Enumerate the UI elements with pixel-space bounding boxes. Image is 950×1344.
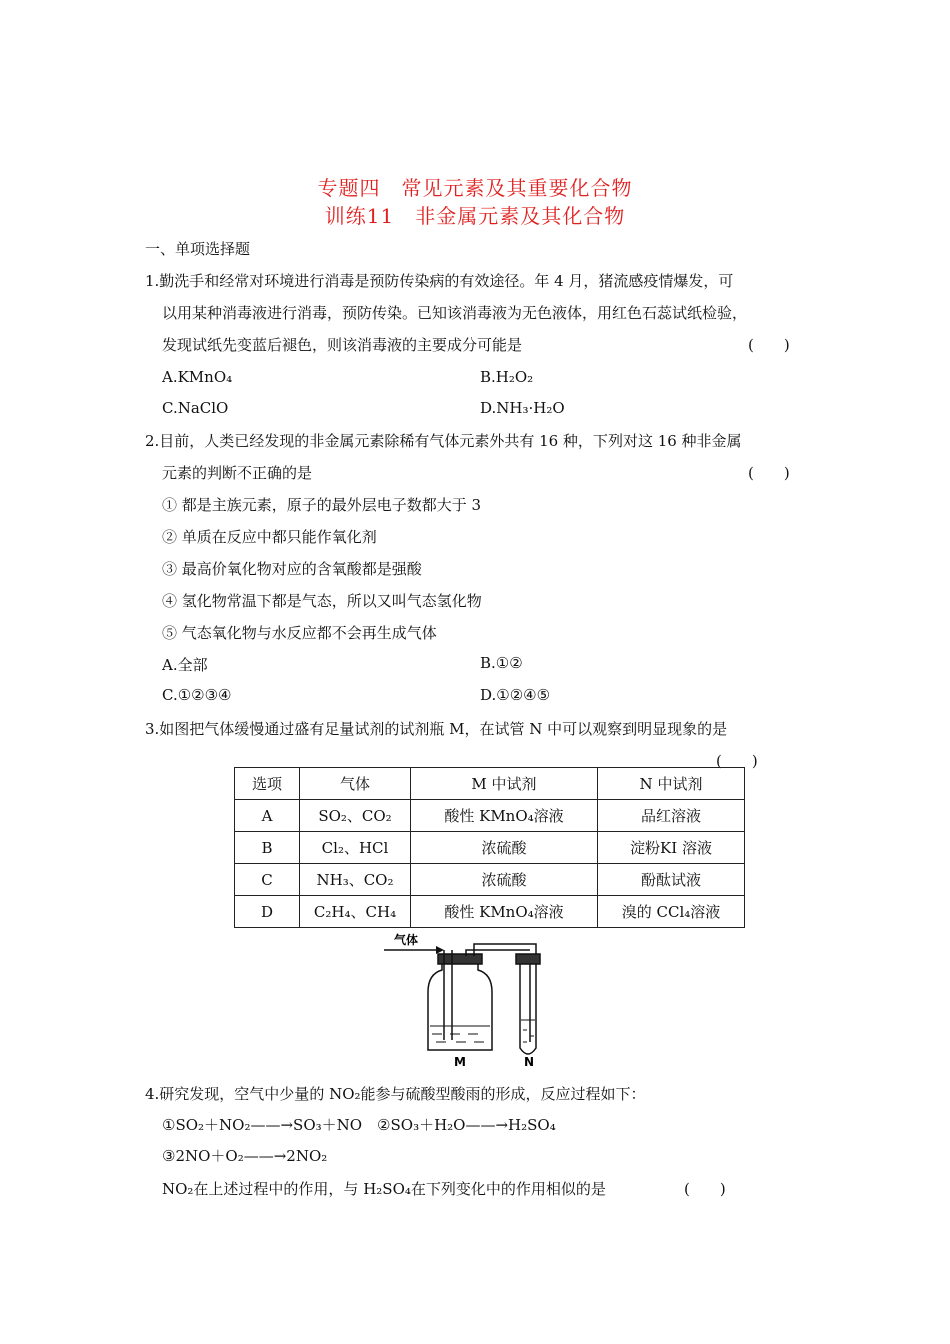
q1-option-c: C.NaClO xyxy=(162,399,229,417)
title-line-2: 训练11 非金属元素及其化合物 xyxy=(324,204,626,228)
q3-answer-paren: ( ) xyxy=(716,752,758,770)
table-header-cell: 气体 xyxy=(300,768,411,800)
q2-line-1: 2.目前，人类已经发现的非金属元素除稀有气体元素外共有 16 种，下列对这 16 种非金属 xyxy=(145,432,742,450)
q2-statement-4: ④ 氢化物常温下都是气态，所以又叫气态氢化物 xyxy=(162,592,482,610)
table-cell: D xyxy=(235,896,300,928)
table-cell: C₂H₄、CH₄ xyxy=(300,896,411,928)
table-cell: 酸性 KMnO₄溶液 xyxy=(411,896,598,928)
table-row xyxy=(235,896,745,928)
q1-option-d: D.NH₃·H₂O xyxy=(480,399,565,417)
q2-line-2: 元素的判断不正确的是 xyxy=(162,464,313,482)
table-cell: C xyxy=(235,864,300,896)
table-cell: 淀粉KI 溶液 xyxy=(598,832,745,864)
table-row xyxy=(235,864,745,896)
table-cell: SO₂、CO₂ xyxy=(300,800,411,832)
q3-line-1: 3.如图把气体缓慢通过盛有足量试剂的试剂瓶 M，在试管 N 中可以观察到明显现象的是 xyxy=(145,720,728,738)
q4-line-1: 4.研究发现，空气中少量的 NO₂能参与硫酸型酸雨的形成，反应过程如下： xyxy=(145,1085,646,1103)
reagent-bottle-m xyxy=(428,944,530,1050)
q2-option-c: C.①②③④ xyxy=(162,686,232,704)
table-cell: 品红溶液 xyxy=(598,800,745,832)
q1-option-a: A.KMnO₄ xyxy=(162,368,233,386)
q4-line-4: NO₂在上述过程中的作用，与 H₂SO₄在下列变化中的作用相似的是 xyxy=(162,1180,606,1198)
table-header-cell: N 中试剂 xyxy=(598,768,745,800)
q2-statement-2: ② 单质在反应中都只能作氧化剂 xyxy=(162,528,377,546)
q2-answer-paren: ( ) xyxy=(748,464,790,482)
table-cell: 浓硫酸 xyxy=(411,832,598,864)
q4-reaction-3: ③2NO＋O₂——→2NO₂ xyxy=(162,1147,328,1165)
q1-line-2: 以用某种消毒液进行消毒，预防传染。已知该消毒液为无色液体，用红色石蕊试纸检验， xyxy=(162,304,748,322)
reagent-table xyxy=(234,767,745,928)
gas-inlet-arrow xyxy=(384,946,444,954)
title-line-1: 专题四 常见元素及其重要化合物 xyxy=(317,176,633,200)
table-cell: 溴的 CCl₄溶液 xyxy=(598,896,745,928)
q1-line-1: 1.勤洗手和经常对环境进行消毒是预防传染病的有效途径。年 4 月，猪流感疫情爆发，可 xyxy=(145,272,734,290)
section-heading: 一、单项选择题 xyxy=(145,240,251,258)
table-header-cell: 选项 xyxy=(235,768,300,800)
figure-gas-label: 气体 xyxy=(394,933,419,947)
table-cell: 酚酞试液 xyxy=(598,864,745,896)
q2-statement-1: ① 都是主族元素，原子的最外层电子数都大于 3 xyxy=(162,496,482,514)
table-cell: Cl₂、HCl xyxy=(300,832,411,864)
q1-option-b: B.H₂O₂ xyxy=(480,368,534,386)
test-tube-n xyxy=(516,944,540,1054)
table-cell: 酸性 KMnO₄溶液 xyxy=(411,800,598,832)
table-header-row xyxy=(235,768,745,800)
table-cell: B xyxy=(235,832,300,864)
table-row xyxy=(235,800,745,832)
q2-statement-3: ③ 最高价氧化物对应的含氧酸都是强酸 xyxy=(162,560,422,578)
q1-line-3: 发现试纸先变蓝后褪色，则该消毒液的主要成分可能是 xyxy=(162,336,523,354)
table-header-cell: M 中试剂 xyxy=(411,768,598,800)
figure-label-n: N xyxy=(524,1055,535,1069)
q4-reaction-1-2: ①SO₂＋NO₂——→SO₃＋NO ②SO₃＋H₂O——→H₂SO₄ xyxy=(162,1116,556,1134)
q1-answer-paren: ( ) xyxy=(748,336,790,354)
q2-option-a: A.全部 xyxy=(162,656,208,674)
q2-statement-5: ⑤ 气态氧化物与水反应都不会再生成气体 xyxy=(162,624,437,642)
q2-option-b: B.①② xyxy=(480,654,523,672)
table-cell: A xyxy=(235,800,300,832)
q2-option-d: D.①②④⑤ xyxy=(480,686,551,704)
apparatus-figure xyxy=(380,930,580,1070)
q4-answer-paren: ( ) xyxy=(684,1180,726,1198)
table-row xyxy=(235,832,745,864)
table-cell: 浓硫酸 xyxy=(411,864,598,896)
figure-label-m: M xyxy=(454,1055,466,1069)
table-cell: NH₃、CO₂ xyxy=(300,864,411,896)
